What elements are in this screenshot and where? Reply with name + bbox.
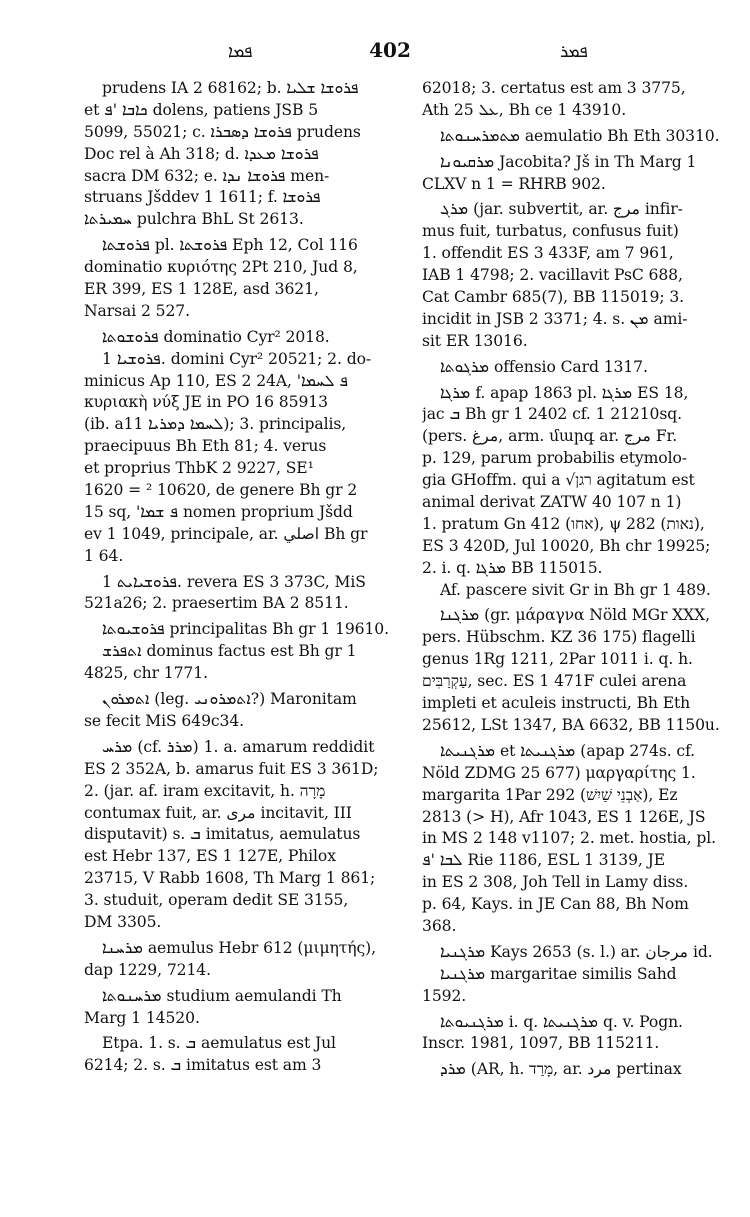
entry-line: ܡܪܓܢܝܘܬܐ i. q. ܡܪܓܢܝܬܐ q. v. Pogn.: [440, 1012, 683, 1031]
entry-line: impleti et aculeis instructi, Bh Eth: [422, 694, 691, 713]
entry-line: ܡܪܓܘܬܐ offensio Card 1317.: [440, 357, 648, 376]
entry-line: margarita 1Par 292 (אַבְנֵי שַׁיִשׁ), Ez: [422, 785, 678, 804]
entry-line: sit ER 13016.: [422, 331, 528, 350]
entry-line: p. 129, parum probabilis etymolo-: [422, 449, 687, 468]
entry-line: ES 3 420D, Jul 10020, Bh chr 19925;: [422, 536, 711, 555]
header-left-guideword: ܦܡܐ: [228, 42, 253, 62]
entry-line: ܡܪܓܢܝܬܐ et ܡܪܓܢܝܬܐ (apap 274s. cf.: [440, 741, 696, 760]
entry-line: 25612, LSt 1347, BA 6632, BB 1150u.: [422, 715, 720, 734]
entry-line: et ܟܐܒܐ 'ܦ dolens, patiens JSB 5: [84, 100, 319, 119]
entry-line: ܚܡܝܪܬܐ pulchra BhL St 2613.: [84, 210, 304, 229]
entry-line: DM 3305.: [84, 912, 162, 931]
entry-line: 62018; 3. certatus est am 3 3775,: [422, 79, 686, 97]
entry-line: se fecit MiS 649c34.: [84, 711, 245, 730]
entry-line: עַקְרַבִּים, sec. ES 1 471F culei arena: [422, 672, 687, 691]
entry-line: Nöld ZDMG 25 677) μαργαρίτης 1.: [422, 763, 696, 782]
entry-line: 6214; 2. s. ܒ imitatus est am 3: [84, 1056, 322, 1075]
entry-line: κυριακὴ νύξ JE in PO 16 85913: [84, 393, 328, 412]
entry-line: 1592.: [422, 986, 467, 1005]
right-column: [422, 78, 740, 1081]
entry-line: ܦܪܘܫܬܐ pl. ܦܪܘܫܬܐ Eph 12, Col 116: [102, 236, 358, 255]
entry-line: Marg 1 14520.: [84, 1008, 200, 1027]
entry-line: ܦܪܘܫܝܐ 1. domini Cyr² 20521; 2. do-: [102, 349, 372, 368]
entry-line: mus fuit, turbatus, confusus fuit): [422, 222, 679, 241]
entry-line: Af. pascere sivit Gr in Bh gr 1 489.: [440, 580, 711, 599]
entry-line: gia GHoffm. qui a √רגן agitatum est: [422, 471, 695, 490]
entry-line: 1620 = ² 10620, de genere Bh gr 2: [84, 481, 358, 500]
entry-line: 2. i. q. ܡܪܓܐ BB 115015.: [422, 558, 603, 577]
left-column: [84, 78, 404, 1077]
entry-line: ܡܪܚܢܐ aemulus Hebr 612 (μιμητής),: [102, 938, 376, 957]
entry-line: ܠܒܐ 'ܦ Rie 1186, ESL 1 3139, JE: [422, 851, 666, 870]
entry-line: animal derivat ZATW 40 107 n 1): [422, 493, 682, 512]
entry-line: ܡܪܚܢܘܬܐ studium aemulandi Th: [102, 986, 342, 1005]
entry-line: ev 1 1049, principale, ar. اصلي Bh gr: [84, 524, 368, 543]
entry-line: dominatio κυριότης 2Pt 210, Jud 8,: [84, 258, 358, 277]
entry-line: 23715, V Rabb 1608, Th Marg 1 861;: [84, 869, 376, 888]
entry-line: 1. offendit ES 3 433F, am 7 961,: [422, 244, 674, 263]
entry-line: 4825, chr 1771.: [84, 664, 208, 683]
entry-line: ܡܪܓܢܐ (gr. μάραγνα Nöld MGr XXX,: [440, 606, 711, 625]
entry-line: et proprius ThbK 2 9227, SE¹: [84, 459, 314, 478]
entry-line: dap 1229, 7214.: [84, 960, 211, 979]
entry-line: struans Jšddev 1 1611; f. ܦܪܘܫܐ: [84, 188, 321, 207]
entry-line: Doc rel à Ah 318; d. ܦܪܘܫܐ ܡܥܕܐ: [84, 144, 319, 163]
entry-line: ܦܪܘܫܝܐܝܬ 1. revera ES 3 373C, MiS: [102, 572, 366, 591]
entry-line: Cat Cambr 685(7), BB 115019; 3.: [422, 288, 685, 307]
entry-line: contumax fuit, ar. مرى incitavit, III: [84, 803, 352, 822]
entry-line: ܡܪܓܢܝܐ Kays 2653 (s. l.) ar. مرجان id.: [440, 942, 713, 961]
entry-line: Inscr. 1981, 1097, BB 115211.: [422, 1034, 660, 1053]
entry-line: est Hebr 137, ES 1 127E, Philox: [84, 847, 336, 866]
header-right-guideword: ܦܡܪ: [560, 42, 588, 62]
entry-line: ER 399, ES 1 128E, asd 3621,: [84, 280, 319, 299]
entry-line: ܡܪܓ (jar. subvertit, ar. مرج infir-: [440, 200, 683, 219]
entry-line: 2. (jar. af. iram excitavit, h. מָרָה: [84, 781, 326, 800]
entry-line: 2813 (> H), Afr 1043, ES 1 126E, JS: [422, 807, 706, 826]
entry-line: minicus Ap 110, ES 2 24A, 'ܦ ܠܚܡܐ: [84, 371, 349, 390]
entry-line: in MS 2 148 v1107; 2. met. hostia, pl.: [422, 829, 716, 848]
entry-line: sacra DM 632; e. ܦܪܘܫܐ ܢܕܐ men-: [84, 166, 330, 185]
entry-line: ܦܪܘܫܘܬܐ dominatio Cyr² 2018.: [102, 327, 330, 346]
entry-line: 1. pratum Gn 412 (אחו), ψ 282 (נאות),: [422, 514, 705, 533]
entry-line: 521a26; 2. praesertim BA 2 8511.: [84, 594, 349, 613]
entry-line: ܐܬܡܪܘܢ (leg. ܐܬܡܪܘܢܝ?) Maronitam: [102, 690, 357, 709]
entry-line: genus 1Rg 1211, 2Par 1011 i. q. h.: [422, 650, 693, 669]
entry-line: ܐܬܦܪܫ dominus factus est Bh gr 1: [102, 642, 357, 661]
entry-line: incidit in JSB 2 3371; 4. s. ܡܢ ami-: [422, 309, 688, 328]
entry-line: praecipuus Bh Eth 81; 4. verus: [84, 437, 327, 456]
page-number: 402: [369, 38, 411, 62]
entry-line: 5099, 55021; c. ܦܪܘܫܐ ܕܣܒܪܐ prudens: [84, 122, 361, 141]
entry-line: 3. studuit, operam dedit SE 3155,: [84, 891, 349, 910]
entry-line: ES 2 352A, b. amarus fuit ES 3 361D;: [84, 759, 379, 778]
entry-line: ܡܪܩܝܘܢܐ Jacobita? Jš in Th Marg 1: [440, 152, 697, 171]
entry-line: prudens IA 2 68162; b. ܦܪܘܫܐ ܫܠܝܐ: [102, 79, 359, 97]
entry-line: ܡܪܓܢܝܐ margaritae similis Sahd: [440, 964, 677, 983]
entry-line: Narsai 2 527.: [84, 301, 190, 320]
entry-line: p. 64, Kays. in JE Can 88, Bh Nom: [422, 895, 689, 914]
entry-line: (ib. a11 ܠܚܡܐ ܕܡܪܝܐ); 3. principalis,: [84, 415, 347, 434]
entry-line: Etpa. 1. s. ܒ aemulatus est Jul: [102, 1034, 336, 1053]
entry-line: ܡܪܚ (cf. ܡܪܪ) 1. a. amarum reddidit: [102, 737, 375, 756]
entry-line: in ES 2 308, Joh Tell in Lamy diss.: [422, 873, 689, 892]
entry-line: Ath ܥܠ 25, Bh ce 1 43910.: [422, 100, 627, 119]
entry-line: ܡܬܡܪܚܢܘܬܐ aemulatio Bh Eth 30310.: [440, 126, 720, 145]
entry-line: ܡܪܕ (AR, h. מָרַד, ar. مرد pertinax: [440, 1060, 682, 1079]
entry-line: (pers. مرغ, arm. մարգ ar. مرج Fr.: [422, 427, 678, 446]
entry-line: IAB 1 4798; 2. vacillavit PsC 688,: [422, 266, 683, 285]
entry-line: ܦܪܘܫܝܘܬܐ principalitas Bh gr 1 19610.: [102, 620, 389, 639]
entry-line: pers. Hübschm. KZ 36 175) flagelli: [422, 628, 696, 647]
entry-line: disputavit) s. ܒ imitatus, aemulatus: [84, 825, 361, 844]
entry-line: 15 sq, 'ܦ ܫܡܐ nomen proprium Jšdd: [84, 502, 353, 521]
entry-line: ܡܪܓܐ f. apap 1863 pl. ܡܪܓܐ ES 18,: [440, 383, 689, 402]
page-header: [0, 38, 750, 68]
entry-line: 1 64.: [84, 546, 124, 565]
entry-line: CLXV n 1 = RHRB 902.: [422, 174, 606, 193]
entry-line: 368.: [422, 916, 457, 935]
entry-line: jac ܒ Bh gr 1 2402 cf. 1 21210sq.: [422, 405, 682, 424]
